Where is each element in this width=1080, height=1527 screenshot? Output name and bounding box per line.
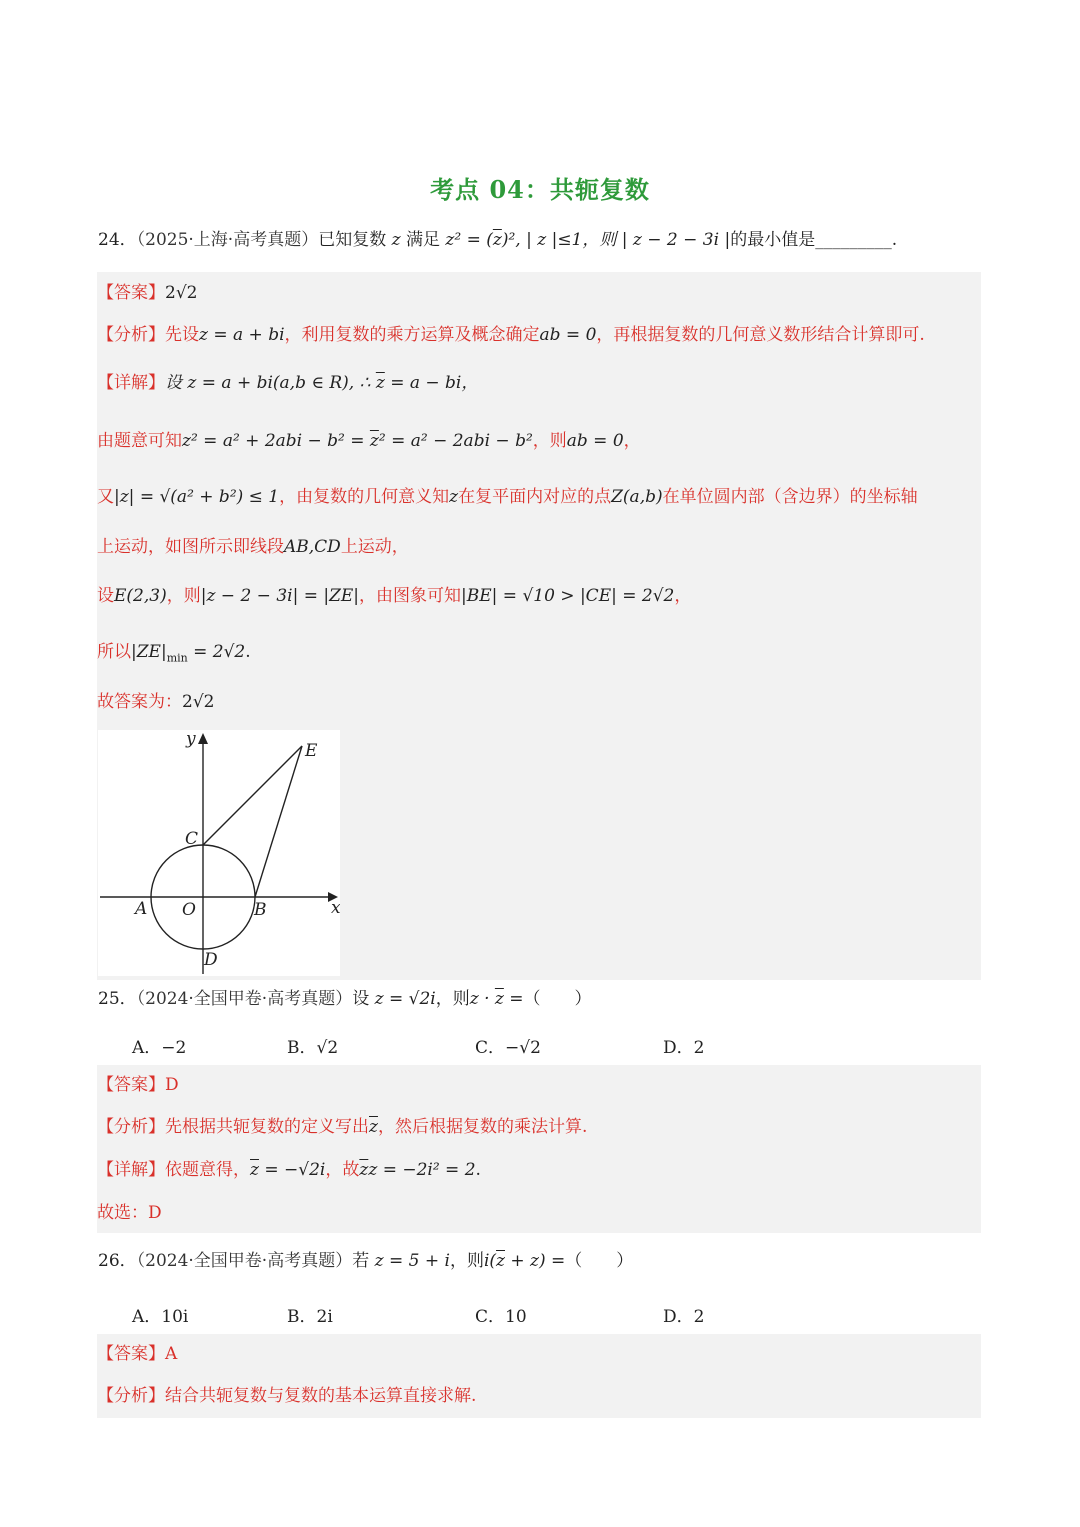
option-d[interactable]: D．2 xyxy=(663,1038,705,1058)
answer-line: 【答案】A xyxy=(97,1344,178,1364)
label-b: B xyxy=(254,900,267,920)
answer-line: 【答案】2√2 xyxy=(97,283,198,303)
unit-circle-diagram xyxy=(98,730,340,976)
detail-line-1: 【详解】设 z = a + bi(a,b ∈ R), ∴ $\overline{z} = a$ − bi， xyxy=(97,373,479,393)
detail-line-7: 故答案为：2√2 xyxy=(97,692,215,712)
unit-circle-figure xyxy=(98,730,340,976)
solution-box-25 xyxy=(97,1065,981,1233)
conclusion-line: 故选：D xyxy=(97,1203,162,1223)
detail-line-2: 由题意可知$z^2 = a^2 + 2abi - b^2 = \overline{z}^2 = a^2 - 2abi - b^2$，则ab = 0， xyxy=(97,431,641,451)
option-b[interactable]: B．2i xyxy=(287,1307,333,1327)
label-a: A xyxy=(135,899,148,919)
question-25-stem: 25．（2024·全国甲卷·高考真题）设 z = √2i，则$z \cdot \overline{z}$ =（ ） xyxy=(98,989,592,1009)
label-y: y xyxy=(186,730,196,749)
y-axis-arrow xyxy=(198,733,208,744)
detail-line: 【详解】依题意得，$\overline{z} = -√2i$，故$\overline{z}z = -2i^2 = 2$. xyxy=(97,1160,481,1180)
analysis-line: 【分析】结合共轭复数与复数的基本运算直接求解. xyxy=(97,1386,477,1406)
analysis-line: 【分析】先根据共轭复数的定义写出$\overline{z}$，然后根据复数的乘法计算. xyxy=(97,1117,588,1137)
option-b[interactable]: B．√2 xyxy=(287,1038,339,1058)
detail-line-6: 所以$|ZE|_{min} = 2√2$. xyxy=(97,642,251,665)
answer-line: 【答案】D xyxy=(97,1075,179,1095)
label-c: C xyxy=(185,829,199,849)
page-title: 考点 04：共轭复数 xyxy=(430,175,650,204)
solution-box-24 xyxy=(97,272,981,980)
detail-line-3: 又|z| = √(a² + b²) ≤ 1，由复数的几何意义知z在复平面内对应的点Z(a,b)在单位圆内部（含边界）的坐标轴 xyxy=(97,487,918,507)
label-e: E xyxy=(305,741,318,761)
label-o: O xyxy=(182,900,196,920)
question-26-stem: 26．（2024·全国甲卷·高考真题）若 z = 5 + i，则$i(\overline{z} + z)$ =（ ） xyxy=(98,1251,634,1271)
detail-line-4: 上运动，如图所示即线段AB,CD上运动， xyxy=(97,537,409,557)
option-c[interactable]: C．10 xyxy=(475,1307,527,1327)
solution-box-26 xyxy=(97,1334,981,1418)
option-d[interactable]: D．2 xyxy=(663,1307,705,1327)
label-x: x xyxy=(331,898,340,918)
detail-line-5: 设E(2,3)，则|z − 2 − 3i| = |ZE|，由图象可知|BE| = √10 > |CE| = 2√2， xyxy=(97,586,692,606)
option-c[interactable]: C．−√2 xyxy=(475,1038,541,1058)
option-a[interactable]: A．−2 xyxy=(132,1038,187,1058)
option-a[interactable]: A．10i xyxy=(132,1307,189,1327)
label-d: D xyxy=(204,950,218,970)
question-24-stem: 24．（2025·上海·高考真题）已知复数 z 满足 $z^2 = (\overline{z})^2$, | z |≤1，则 | z − 2 − 3i |的最小值是_________. xyxy=(98,230,898,250)
analysis-line: 【分析】先设z = a + bi，利用复数的乘方运算及概念确定ab = 0，再根据复数的几何意义数形结合计算即可. xyxy=(97,325,925,345)
